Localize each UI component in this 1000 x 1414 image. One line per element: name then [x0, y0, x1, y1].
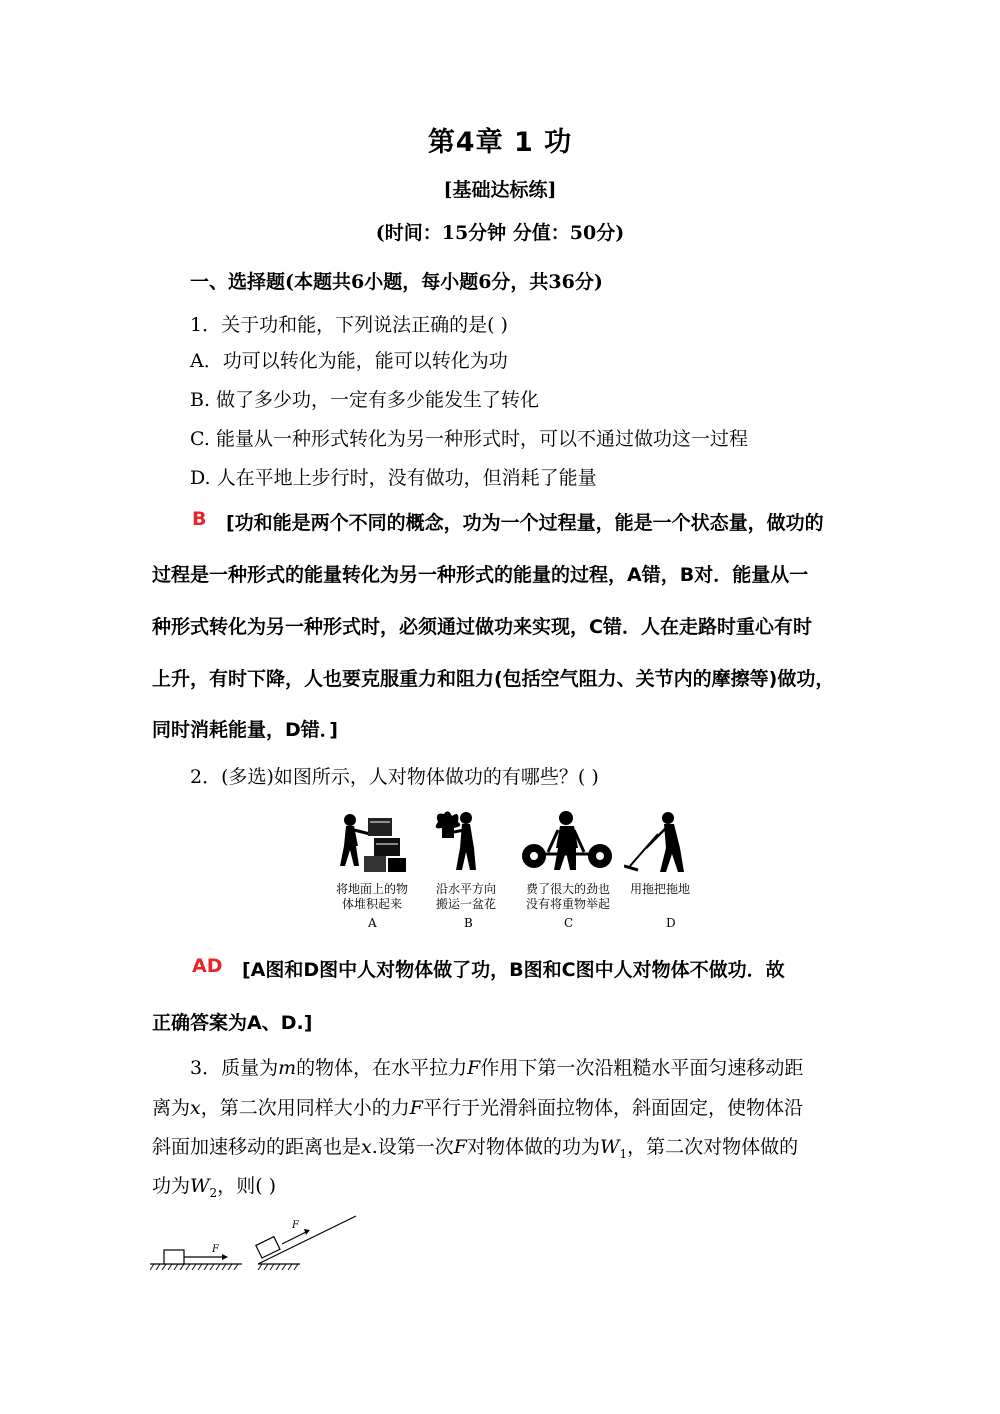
q2-explanation-line: [A图和D图中人对物体做了功，B图和C图中人对物体不做功．故 — [242, 959, 785, 981]
panel-d-illustration — [624, 808, 704, 880]
text: ，第二次用同样大小的力 — [200, 1097, 410, 1119]
time-score-info: (时间：15分钟 分值：50分) — [375, 222, 625, 244]
q2-answer-key: AD — [192, 955, 223, 977]
q1-explanation-line: 过程是一种形式的能量转化为另一种形式的能量的过程，A错，B对．能量从一 — [152, 564, 809, 586]
var-x: x — [190, 1097, 201, 1119]
q1-option-a: A．功可以转化为能，能可以转化为功 — [190, 350, 508, 372]
var-f: F — [409, 1097, 423, 1119]
arrow-head — [222, 1254, 228, 1260]
q2-stem: 2．(多选)如图所示，人对物体做功的有哪些？( ) — [190, 766, 599, 788]
q2-figure — [328, 808, 708, 938]
q1-answer-key: B — [192, 508, 207, 530]
panel-a-letter: A — [368, 916, 377, 930]
text: 平行于光滑斜面拉物体，斜面固定，使物体沿 — [422, 1097, 803, 1119]
var-f: F — [467, 1057, 481, 1079]
q1-explanation-line: 上升，有时下降，人也要克服重力和阻力(包括空气阻力、关节内的摩擦等)做功， — [152, 668, 835, 690]
block — [164, 1250, 184, 1264]
text: .设第一次 — [371, 1136, 454, 1158]
subscript: 1 — [619, 1146, 628, 1161]
panel-b-caption — [424, 882, 508, 912]
panel-d-letter: D — [666, 916, 676, 930]
caption-line: 将地面上的物 — [335, 882, 408, 896]
q1-option-c: C. 能量从一种形式转化为另一种形式时，可以不通过做功这一过程 — [190, 428, 748, 450]
caption-line: 没有将重物举起 — [525, 897, 610, 911]
q1-explanation-line: 同时消耗能量，D错．] — [152, 719, 338, 741]
q3-figure — [150, 1212, 370, 1274]
text: 对物体做的功为 — [466, 1136, 600, 1158]
panel-b-letter: B — [464, 916, 473, 930]
var-w2: W — [190, 1175, 210, 1197]
text: ，第二次对物体做的 — [627, 1136, 799, 1158]
var-x: x — [361, 1136, 372, 1158]
q3-line-1 — [190, 1053, 803, 1080]
ground-hatch — [150, 1264, 238, 1270]
var-w1: W — [599, 1136, 620, 1158]
panel-a-caption — [328, 882, 416, 912]
text: 斜面加速移动的距离也是 — [152, 1136, 362, 1158]
var-f: F — [453, 1136, 467, 1158]
panel-a-illustration — [334, 810, 412, 880]
q1-explanation-line: [功和能是两个不同的概念，功为一个过程量，能是一个状态量，做功的 — [226, 512, 824, 534]
text: ，则( ) — [217, 1175, 277, 1197]
page-subtitle: [基础达标练] — [443, 179, 557, 201]
caption-line: 沿水平方向 — [435, 882, 496, 896]
panel-d-caption — [622, 882, 698, 897]
var-m: m — [278, 1057, 297, 1079]
q1-explanation-line: 种形式转化为另一种形式时，必须通过做功来实现，C错．人在走路时重心有时 — [152, 616, 812, 638]
force-label: F — [212, 1244, 219, 1255]
panel-b-illustration — [430, 808, 490, 880]
q3-line-2 — [152, 1093, 803, 1120]
text: 的物体，在水平拉力 — [296, 1057, 468, 1079]
panel-c-letter: C — [564, 916, 574, 930]
q1-stem: 1．关于功和能，下列说法正确的是( ) — [190, 314, 508, 336]
caption-line: 用拖把拖地 — [629, 882, 690, 896]
caption-line: 搬运一盆花 — [435, 897, 496, 911]
text: 离为 — [152, 1097, 191, 1119]
q3-line-4 — [152, 1171, 276, 1200]
incline-hatch — [258, 1264, 298, 1270]
text: 3．质量为 — [190, 1057, 279, 1079]
q3-line-3 — [152, 1132, 798, 1161]
q1-option-b: B. 做了多少功，一定有多少能发生了转化 — [190, 389, 540, 411]
caption-line: 体堆积起来 — [341, 897, 402, 911]
incline-force-label: F — [292, 1220, 299, 1231]
q1-option-d: D. 人在平地上步行时，没有做功，但消耗了能量 — [190, 467, 597, 489]
q2-explanation-line: 正确答案为A、D.] — [152, 1012, 313, 1034]
subscript: 2 — [209, 1185, 218, 1200]
caption-line: 费了很大的劲也 — [525, 882, 610, 896]
panel-c-caption — [518, 882, 618, 912]
text: 作用下第一次沿粗糙水平面匀速移动距 — [480, 1057, 804, 1079]
section-heading: 一、选择题(本题共6小题，每小题6分，共36分) — [190, 271, 603, 293]
panel-c-illustration — [520, 808, 616, 880]
text: 功为 — [152, 1175, 191, 1197]
page-title: 第4章 1 功 — [427, 127, 573, 158]
